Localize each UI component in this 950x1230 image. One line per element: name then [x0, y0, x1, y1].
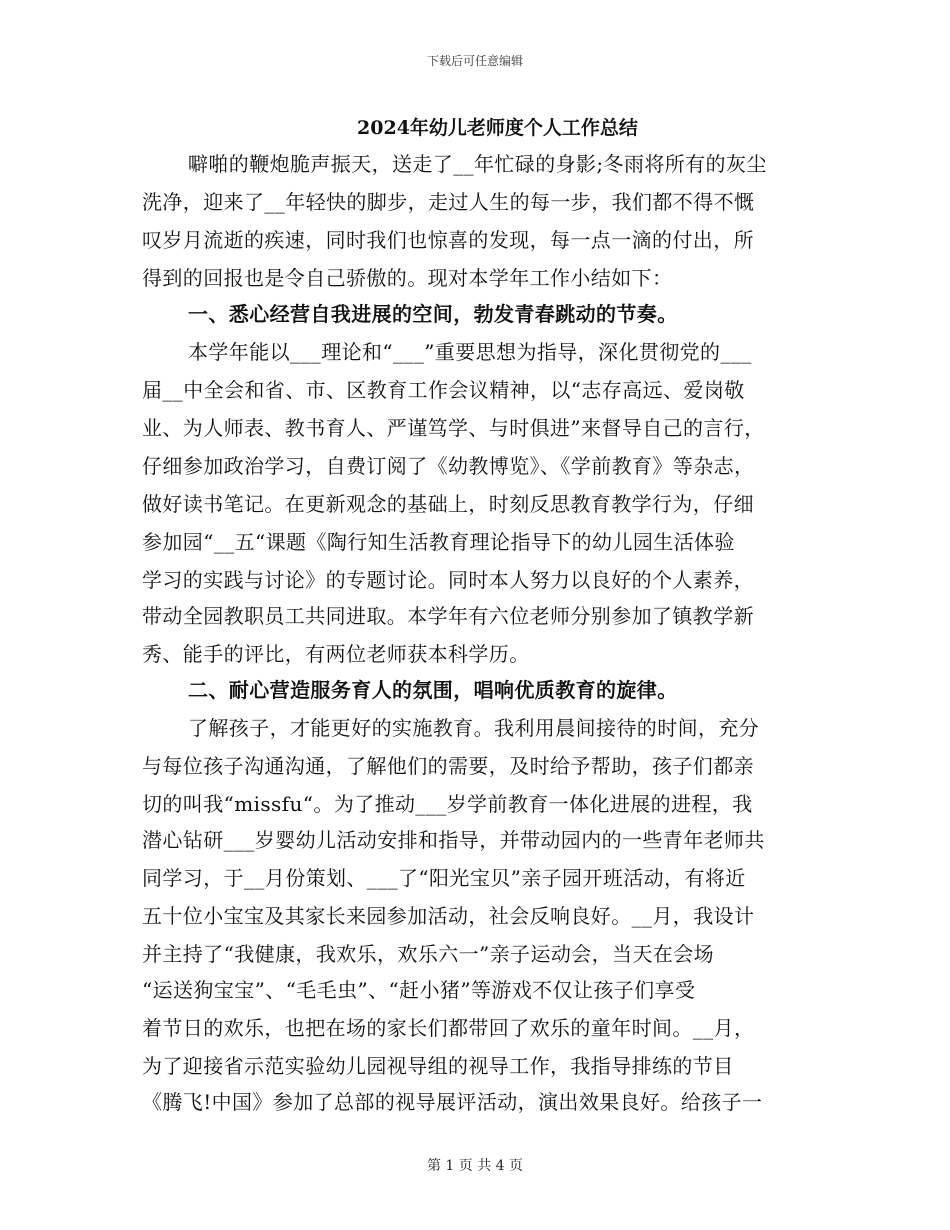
- body-line: 潜心钻研___岁婴幼儿活动安排和指导，并带动园内的一些青年老师共: [142, 828, 765, 852]
- body-line: 洗净，迎来了__年轻快的脚步，走过人生的每一步，我们都不得不慨: [142, 190, 755, 214]
- body-line: 带动全园教职员工共同进取。本学年有六位老师分别参加了镇教学新: [142, 604, 754, 628]
- body-line: 噼啪的鞭炮脆声振天，送走了__年忙碌的身影;冬雨将所有的灰尘: [188, 152, 767, 176]
- body-line: 叹岁月流逝的疾速，同时我们也惊喜的发现，每一点一滴的付出，所: [142, 228, 754, 252]
- body-line: 着节日的欢乐，也把在场的家长们都带回了欢乐的童年时间。__月，: [142, 1016, 755, 1040]
- body-line: 切的叫我“missfu“。为了推动___岁学前教育一体化进展的进程，我: [142, 792, 753, 816]
- body-line: 了解孩子，才能更好的实施教育。我利用晨间接待的时间，充分: [188, 716, 760, 740]
- body-line: 为了迎接省示范实验幼儿园视导组的视导工作，我指导排练的节目: [142, 1054, 734, 1078]
- body-line: 本学年能以___理论和“___”重要思想为指导，深化贯彻党的___: [188, 340, 752, 364]
- body-line: 学习的实践与讨论》的专题讨论。同时本人努力以良好的个人素养，: [142, 568, 754, 592]
- section-heading-2: 二、耐心营造服务育人的氛围，唱响优质教育的旋律。: [188, 678, 678, 702]
- body-line: 五十位小宝宝及其家长来园参加活动，社会反响良好。__月，我设计: [142, 904, 755, 928]
- body-line: 仔细参加政治学习，自费订阅了《幼教博览》、《学前教育》等杂志，: [142, 454, 755, 478]
- page-number: 第 1 页 共 4 页: [426, 1158, 524, 1174]
- body-line: 届__中全会和省、市、区教育工作会议精神，以“志存高远、爱岗敬: [142, 378, 745, 402]
- document-title: 2024年幼儿老师度个人工作总结: [357, 117, 638, 139]
- body-line: “运送狗宝宝”、“毛毛虫”、“赶小猪”等游戏不仅让孩子们享受: [142, 978, 696, 1002]
- body-line: 参加园“__五“课题《陶行知生活教育理论指导下的幼儿园生活体验: [142, 530, 735, 554]
- body-line: 做好读书笔记。在更新观念的基础上，时刻反思教育教学行为，仔细: [142, 492, 754, 516]
- page-header-note: 下载后可任意编辑: [426, 54, 523, 68]
- body-line: 并主持了“我健康，我欢乐，欢乐六一”亲子运动会，当天在会场: [142, 942, 715, 966]
- body-line: 秀、能手的评比，有两位老师获本科学历。: [142, 642, 530, 666]
- body-line: 与每位孩子沟通沟通，了解他们的需要，及时给予帮助，孩子们都亲: [142, 754, 754, 778]
- body-line: 《腾飞!中国》参加了总部的视导展评活动，演出效果良好。给孩子一: [142, 1090, 763, 1114]
- body-line: 业、为人师表、教书育人、严谨笃学、与时俱进”来督导自己的言行，: [142, 416, 765, 440]
- section-heading-1: 一、悉心经营自我进展的空间，勃发青春跳动的节奏。: [188, 302, 678, 326]
- body-line: 得到的回报也是令自己骄傲的。现对本学年工作小结如下：: [142, 266, 673, 290]
- body-line: 同学习，于__月份策划、___了“阳光宝贝”亲子园开班活动，有将近: [142, 866, 746, 890]
